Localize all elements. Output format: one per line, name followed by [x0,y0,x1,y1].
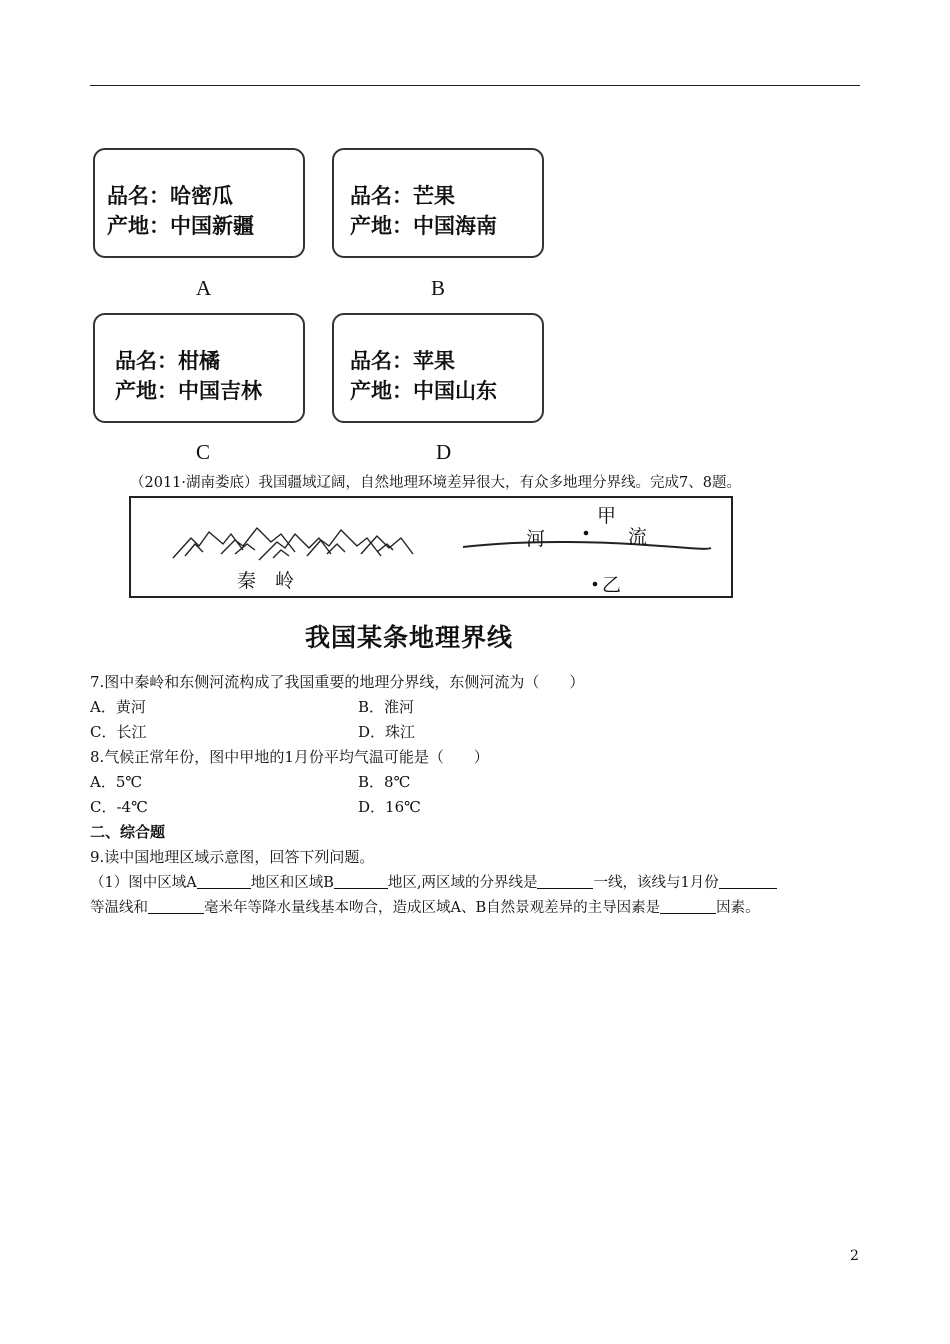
header-rule [90,85,860,86]
figure-caption: 我国某条地理界线 [305,623,514,652]
question-8-option-d: D．16℃ [358,798,421,816]
product-card-a [93,148,305,258]
q9-text-b: 地区和区域B [250,875,334,891]
card-label-a: A [196,276,212,300]
answer-blank[interactable] [148,899,204,914]
question-7-option-c: C．长江 [90,723,147,741]
question-9-part-1-line-2 [90,896,760,917]
card-label-c: C [196,440,211,464]
answer-blank[interactable] [719,874,777,889]
card-name-line: 品名：苹果 [350,349,455,373]
card-origin-line: 产地：中国吉林 [115,379,262,403]
river-line [463,542,711,549]
q9-text-c: 地区,两区域的分界线是 [387,875,538,891]
question-8-option-b: B．8℃ [358,773,411,791]
question-9-stem: 9.读中国地理区域示意图，回答下列问题。 [90,848,375,866]
card-name-line: 品名：哈密瓜 [107,184,233,208]
q9-text-d: 一线，该线与1月份 [593,875,719,891]
answer-blank[interactable] [660,899,716,914]
point-yi-dot [593,582,598,587]
product-card-b [332,148,544,258]
point-yi-label: 乙 [602,574,622,596]
question-8-stem: 8.气候正常年份，图中甲地的1月份平均气温可能是（ ） [90,748,489,766]
page-number: 2 [850,1248,859,1264]
card-origin-line: 产地：中国新疆 [107,214,254,238]
q9-text-a: （1）图中区域A [90,875,197,891]
question-9-part-1-line-1 [90,871,777,892]
river-label-left: 河 [526,528,546,550]
answer-blank[interactable] [537,874,593,889]
question-7-option-d: D．珠江 [358,723,416,741]
point-jia-label: 甲 [597,505,617,527]
card-origin-line: 产地：中国山东 [350,379,497,403]
card-label-b: B [431,276,446,300]
product-card-d [332,313,544,423]
boundary-figure [129,496,733,598]
q9-text-e: 等温线和 [90,900,148,916]
question-8-option-c: C．-4℃ [90,798,148,816]
question-8-option-a: A．5℃ [90,773,143,791]
question-7-stem: 7.图中秦岭和东侧河流构成了我国重要的地理分界线，东侧河流为（ ） [90,673,585,691]
answer-blank[interactable] [334,874,388,889]
mountain-range-icon [173,528,413,560]
product-card-c [93,313,305,423]
section-heading: 二、综合题 [90,823,166,841]
point-jia-dot [584,531,589,536]
card-name-line: 品名：柑橘 [115,349,220,373]
boundary-figure-drawing [131,498,731,596]
answer-blank[interactable] [197,874,251,889]
q9-text-g: 因素。 [716,900,760,916]
intro-text: （2011·湖南娄底）我国疆域辽阔，自然地理环境差异很大，有众多地理分界线。完成7、8题。 [130,475,741,491]
card-name-line: 品名：芒果 [350,184,455,208]
question-7-option-b: B．淮河 [358,698,415,716]
mountain-label: 秦 岭 [237,570,295,592]
river-label-right: 流 [628,526,648,548]
card-origin-line: 产地：中国海南 [350,214,497,238]
q9-text-f: 毫米年等降水量线基本吻合，造成区域A、B自然景观差异的主导因素是 [204,900,661,916]
card-label-d: D [436,440,452,464]
question-7-option-a: A．黄河 [90,698,146,716]
